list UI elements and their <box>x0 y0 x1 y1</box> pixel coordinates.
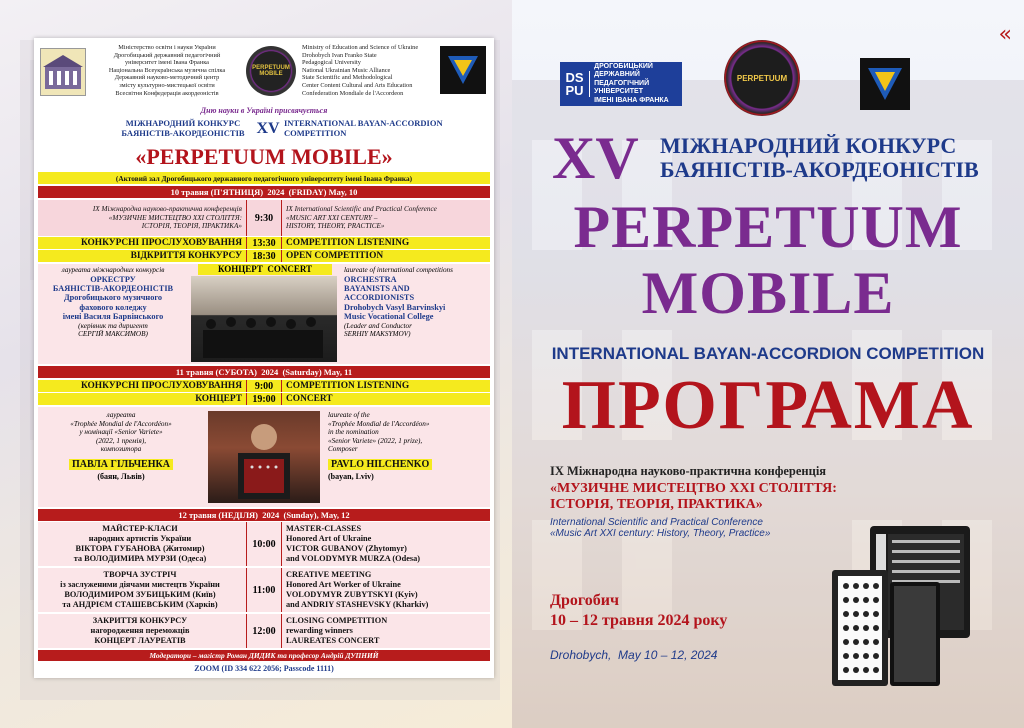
program-heading: ПРОГРАМА <box>561 367 975 444</box>
orchestra-ua-name: ОРКЕСТРУ БАЯНІСТІВ-АКОРДЕОНІСТІВ Дрогобицького музичного фахового коледжу імені Василя Барвінського <box>52 274 174 322</box>
conference-time: 9:30 <box>246 200 282 236</box>
concert-1-block <box>38 264 490 364</box>
orchestra-en-leader: (Leader and Conductor SERHIY MAKSYMOV) <box>344 321 412 339</box>
header-left-line: Національна Всеукраїнська музична спілка <box>108 66 226 74</box>
row-label-en: COMPETITION LISTENING <box>286 238 410 248</box>
concert-2-block <box>38 407 490 507</box>
masterclass-en: MASTER-CLASSES Honored Art of Ukraine VICTOR GUBANOV (Zhytomyr) and VOLODYMYR MURZA (Odesa) <box>286 524 421 563</box>
day3-text: 12 травня (НЕДІЛЯ) 2024 (Sunday), May, 12 <box>178 510 350 520</box>
orchestra-ua-intro: лауреата міжнародних конкурсів <box>61 266 165 274</box>
header-right-line: National Ukrainian Music Alliance <box>302 66 391 74</box>
creative-meeting-row <box>38 568 490 612</box>
closing-time: 12:00 <box>246 614 282 648</box>
header-right-text <box>302 44 432 97</box>
zoom-bar <box>38 662 490 674</box>
creative-meeting-en: CREATIVE MEETING Honored Art Worker of Ukraine VOLODYMYR ZUBYTSKYI (Kyiv) and ANDRIY STASHEVSKY (Kharkiv) <box>286 570 429 609</box>
schedule-row <box>38 393 490 405</box>
row-label-en: COMPETITION LISTENING <box>286 381 410 391</box>
day3-header <box>38 509 490 521</box>
header-left-line: Міністерство освіти і науки України <box>118 44 216 51</box>
university-building-icon <box>41 49 85 95</box>
university-logo <box>40 48 86 96</box>
zoom-text: ZOOM (ID 334 622 2056; Passcode 1111) <box>194 663 334 673</box>
header-right-line: Pedagogical University <box>302 59 361 67</box>
conference-en: IX International Scientific and Practical Conference «MUSIC ART XXI CENTURY – HISTORY, THEORY, PRACTICE» <box>286 205 437 231</box>
row-label-ua: КОНКУРСНІ ПРОСЛУХОВУВАННЯ <box>80 238 242 248</box>
conference-ua-line1: IX Міжнародна науково-практична конференція <box>550 464 827 478</box>
day1-text: 10 травня (П'ЯТНИЦЯ) 2024 (FRIDAY) May, 10 <box>170 187 358 197</box>
dspu-monogram: DS PU <box>560 71 590 97</box>
day2-text: 11 травня (СУБОТА) 2024 (Saturday) May, 11 <box>175 367 353 377</box>
closing-row <box>38 614 490 648</box>
schedule-row <box>38 237 490 249</box>
conference-en-title: «Music Art XXI century: History, Theory, Practice» <box>550 528 771 539</box>
row-time: 18:30 <box>246 250 282 262</box>
orchestra-ua <box>38 266 188 339</box>
row-label-en: OPEN COMPETITION <box>286 251 384 261</box>
contest-title-ua: МІЖНАРОДНИЙ КОНКУРС БАЯНІСТІВ-АКОРДЕОНІСТІВ <box>121 118 245 138</box>
venue-bar <box>38 172 490 184</box>
dates-en: Drohobych, May 10 – 12, 2024 <box>550 648 718 662</box>
header-right-line: Drohobych Ivan Franko State <box>302 51 377 59</box>
logo-text: PERPETUUM <box>736 73 788 83</box>
moderators-text: Модератори – магістр Роман ДИДИК та професор Андрій ДУПНИЙ <box>149 651 379 660</box>
orchestra-ua-leader: (керівник та диригент СЕРГІЙ МАКСИМОВ) <box>78 321 148 339</box>
row-time: 19:00 <box>246 393 282 405</box>
soloist-en-name: PAVLO HILCHENKO <box>328 459 432 470</box>
moderators-bar <box>38 650 490 661</box>
masterclass-time: 10:00 <box>246 522 282 566</box>
dspu-logo <box>560 62 682 106</box>
closing-ua: ЗАКРИТТЯ КОНКУРСУ нагородження переможців КОНЦЕРТ ЛАУРЕАТІВ <box>90 616 190 645</box>
conference-en-line1: International Scientific and Practical Conference <box>550 517 763 528</box>
day2-header <box>38 366 490 378</box>
right-page <box>512 0 1024 728</box>
title-perpetuum: PERPETUUM <box>573 194 963 260</box>
dspu-name: ДРОГОБИЦЬКИЙ ДЕРЖАВНИЙ ПЕДАГОГІЧНИЙ УНІВЕРСИТЕТ ІМЕНІ ІВАНА ФРАНКА <box>594 62 669 104</box>
soloist-ua <box>38 411 204 481</box>
accordion-confederation-logo <box>440 46 486 94</box>
accordion-logo-icon <box>440 46 486 94</box>
conference-ua-title: «МУЗИЧНЕ МИСТЕЦТВО XXI СТОЛІТТЯ: ІСТОРІЯ, ТЕОРІЯ, ПРАКТИКА» <box>550 481 837 512</box>
row-label-en: CONCERT <box>286 394 333 404</box>
orchestra-silhouettes-icon <box>191 276 337 362</box>
conference-row <box>38 200 490 236</box>
accordion-front-icon <box>832 570 940 686</box>
edition-roman: XV <box>552 125 639 191</box>
masterclass-ua: МАЙСТЕР-КЛАСИ народних артистів України ВІКТОРА ГУБАНОВА (Житомир) та ВОЛОДИМИРА МУРЗИ (Одеса) <box>73 524 207 563</box>
creative-meeting-ua: ТВОРЧА ЗУСТРІЧ із заслуженими діячами мистецтв України ВОЛОДИМИРОМ ЗУБИЦЬКИМ (Київ) та АНДРІЄМ СТАШЕВСЬКИМ (Харків) <box>60 570 220 609</box>
creative-meeting-time: 11:00 <box>246 568 282 612</box>
header-right-line: Confederation Mondiale de l'Accordeon <box>302 89 404 97</box>
row-time: 9:00 <box>246 380 282 392</box>
dates-ua: 10 – 12 травня 2024 року <box>550 612 728 629</box>
closing-en: CLOSING COMPETITION rewarding winners LAUREATES CONCERT <box>286 616 388 645</box>
contest-title-ua: МІЖНАРОДНИЙ КОНКУРС БАЯНІСТІВ-АКОРДЕОНІСТІВ <box>660 133 979 182</box>
program-poster <box>34 38 494 678</box>
header-left-line: Всесвітня Конфедерація акордеоністів <box>115 89 219 97</box>
orchestra-photo <box>191 276 337 362</box>
soloist-ua-instrument: (баян, Львів) <box>97 471 145 481</box>
row-label-ua: ВІДКРИТТЯ КОНКУРСУ <box>130 251 242 261</box>
city-ua: Дрогобич <box>550 592 620 609</box>
soloist-en <box>328 411 494 481</box>
header-right-line: Ministry of Education and Science of Ukraine <box>302 44 419 51</box>
orchestra-en <box>344 266 494 339</box>
subtitle-en: INTERNATIONAL BAYAN-ACCORDION COMPETITION <box>551 344 985 363</box>
chevron-left-icon[interactable]: « <box>998 22 1012 47</box>
masterclass-row <box>38 522 490 566</box>
accordions-image <box>828 520 978 690</box>
orchestra-en-intro: laureate of international competitions <box>344 266 453 274</box>
accordion-logo-icon <box>860 58 910 110</box>
day1-header <box>38 186 490 198</box>
header-left-line: Дрогобицький державний педагогічний <box>113 51 221 59</box>
orchestra-en-name: ORCHESTRA BAYANISTS AND ACCORDIONISTS Drohobych Vasyl Barvinskyi Music Vocational College <box>344 274 446 322</box>
logo-text: PERPETUUM MOBILE <box>252 65 290 77</box>
perpetuum-mobile-logo <box>246 46 296 96</box>
row-label-ua: КОНКУРСНІ ПРОСЛУХОВУВАННЯ <box>80 381 242 391</box>
venue-text: (Актовий зал Дрогобицького державного педагогічного університету імені Івана Франка) <box>115 173 413 183</box>
header-left-line: змісту культурно-мистецької освіти <box>119 81 215 89</box>
conference-ua: IX Міжнародна науково-практична конференція «МУЗИЧНЕ МИСТЕЦТВО XXI СТОЛІТТЯ: ІСТОРІЯ, ТЕОРІЯ, ПРАКТИКА» <box>92 205 242 231</box>
accordion-player-icon <box>208 411 320 503</box>
contest-edition: XV <box>256 120 280 137</box>
header-left-text <box>92 44 242 97</box>
soloist-ua-name: ПАВЛА ГІЛЬЧЕНКА <box>69 459 173 470</box>
soloist-en-intro: laureate of the «Trophée Mondial de l'Accordéon» in the nomination «Senior Varietе» (2022, 1 prize), Composer <box>328 411 430 453</box>
schedule-row <box>38 250 490 262</box>
poster-header <box>40 42 488 104</box>
header-right-line: State Scientific and Methodological <box>302 74 393 82</box>
accordion-confederation-logo <box>860 58 910 110</box>
soloist-photo <box>208 411 320 503</box>
row-time: 13:30 <box>246 237 282 249</box>
soloist-en-instrument: (bayan, Lviv) <box>328 471 374 481</box>
poster-main-title: «PERPETUUM MOBILE» <box>135 144 393 169</box>
perpetuum-mobile-logo <box>724 40 800 116</box>
row-label-ua: КОНЦЕРТ <box>195 394 242 404</box>
header-left-line: Державний науково-методичний центр <box>114 74 220 82</box>
contest-heading <box>38 118 490 144</box>
contest-title-en: INTERNATIONAL BAYAN-ACCORDION COMPETITION <box>284 118 443 138</box>
schedule-row <box>38 380 490 392</box>
dedication: Дню науки в Україні присвячується <box>200 106 328 115</box>
concert-label: КОНЦЕРТ CONCERT <box>198 264 332 275</box>
soloist-ua-intro: лауреата «Trophée Mondial de l'Accordéon» у номінації «Senior Varietе» (2022, 1 премія), композитора <box>70 411 172 453</box>
title-mobile: MOBILE <box>641 260 895 326</box>
header-left-line: університет імені Івана Франка <box>125 59 209 67</box>
header-right-line: Center Content Cultural and Arts Education <box>302 81 413 89</box>
